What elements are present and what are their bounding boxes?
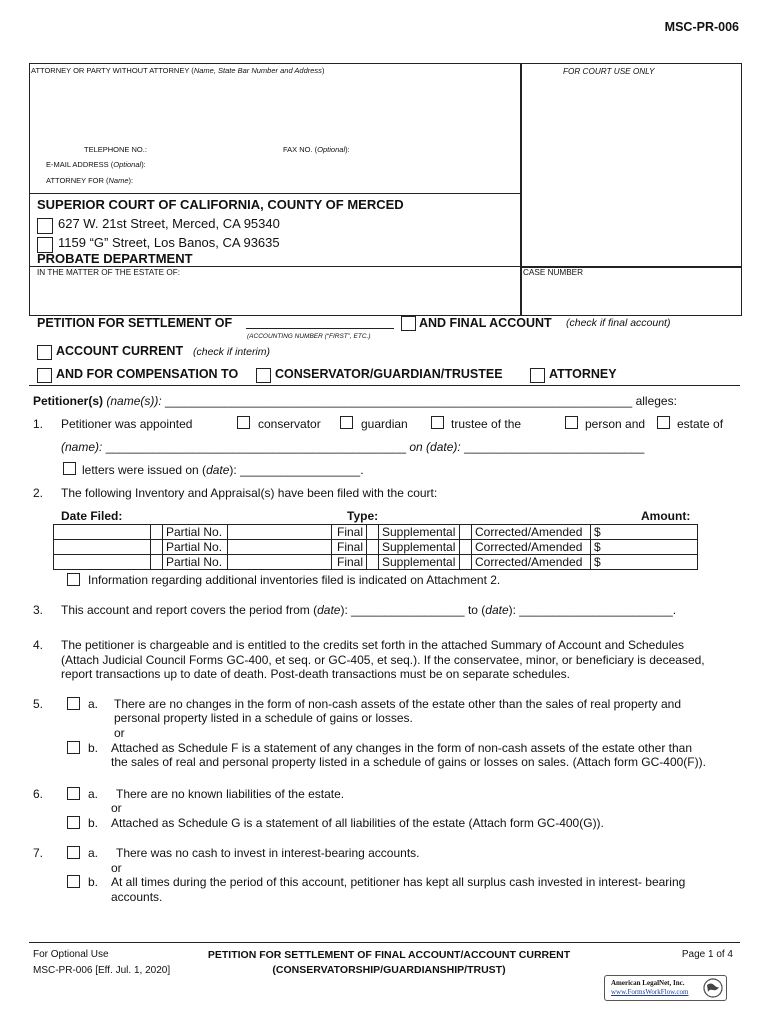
item6a-line1: There are no known liabilities of the estate. bbox=[116, 787, 345, 801]
partial-number-cell[interactable] bbox=[228, 555, 332, 570]
case-number-label: CASE NUMBER bbox=[523, 268, 584, 277]
compensation-checkbox[interactable] bbox=[37, 368, 52, 383]
item5-number: 5. bbox=[33, 697, 44, 711]
conservator-comp-label: CONSERVATOR/GUARDIAN/TRUSTEE bbox=[275, 367, 503, 381]
item3-number: 3. bbox=[33, 603, 44, 617]
date-filed-header: Date Filed: bbox=[61, 509, 123, 523]
item6-or: or bbox=[111, 801, 122, 815]
trustee-checkbox[interactable] bbox=[431, 416, 444, 429]
item5a-checkbox[interactable] bbox=[67, 697, 80, 710]
item1-text: Petitioner was appointed bbox=[61, 417, 193, 431]
item6a-checkbox[interactable] bbox=[67, 787, 80, 800]
globe-icon bbox=[703, 978, 723, 998]
date-filed-cell[interactable] bbox=[54, 540, 151, 555]
footer-title-2: (CONSERVATORSHIP/GUARDIANSHIP/TRUST) bbox=[272, 964, 506, 976]
item6a-label: a. bbox=[88, 787, 99, 801]
inventory-table bbox=[53, 524, 698, 570]
partial-label: Partial No. bbox=[163, 555, 228, 570]
partial-number-cell[interactable] bbox=[228, 540, 332, 555]
item5a-line2: personal property listed in a schedule of gains or losses. bbox=[114, 711, 413, 725]
guardian-label: guardian bbox=[361, 417, 408, 431]
item5a-label: a. bbox=[88, 697, 99, 711]
legalnet-logo bbox=[604, 975, 727, 1001]
conservator-comp-checkbox[interactable] bbox=[256, 368, 271, 383]
item4-line1: The petitioner is chargeable and is entitled to the credits set forth in the attached Summary of Account and Schedules bbox=[61, 638, 685, 652]
item7b-line1: At all times during the period of this account, petitioner has kept all surplus cash invested in interest- bearing bbox=[111, 875, 686, 889]
final-account-checkbox[interactable] bbox=[401, 316, 416, 331]
corrected-checkbox-cell[interactable] bbox=[460, 555, 472, 570]
supplemental-label: Supplemental bbox=[379, 555, 460, 570]
date-filed-cell[interactable] bbox=[54, 525, 151, 540]
form-revision: MSC-PR-006 [Eff. Jul. 1, 2020] bbox=[33, 965, 171, 976]
item7a-label: a. bbox=[88, 846, 99, 860]
partial-label: Partial No. bbox=[163, 525, 228, 540]
supplemental-label: Supplemental bbox=[379, 540, 460, 555]
item7-number: 7. bbox=[33, 846, 44, 860]
person-label: person and bbox=[585, 417, 646, 431]
item7b-checkbox[interactable] bbox=[67, 875, 80, 888]
department: PROBATE DEPARTMENT bbox=[37, 251, 193, 266]
item5b-label: b. bbox=[88, 741, 99, 755]
email-label: E-MAIL ADDRESS (Optional): bbox=[46, 160, 146, 169]
merced-address: 627 W. 21st Street, Merced, CA 95340 bbox=[58, 216, 280, 231]
accounting-number-note: (ACCOUNTING NUMBER (“FIRST”, ETC.) bbox=[247, 333, 371, 340]
compensation-label: AND FOR COMPENSATION TO bbox=[56, 367, 239, 381]
person-checkbox[interactable] bbox=[565, 416, 578, 429]
court-use-label: FOR COURT USE ONLY bbox=[563, 67, 655, 76]
estate-checkbox[interactable] bbox=[657, 416, 670, 429]
amount-header: Amount: bbox=[641, 509, 691, 523]
supplemental-checkbox-cell[interactable] bbox=[367, 540, 379, 555]
item5a-line1: There are no changes in the form of non-cash assets of the estate other than the sales of real property and bbox=[114, 697, 682, 711]
dollar-sign: $ bbox=[594, 555, 601, 569]
date-filed-cell[interactable] bbox=[54, 555, 151, 570]
logo-url[interactable]: www.FormsWorkFlow.com bbox=[611, 988, 689, 996]
item6b-line1: Attached as Schedule G is a statement of all liabilities of the estate (Attach form GC-400(G)). bbox=[111, 816, 604, 830]
item7a-line1: There was no cash to invest in interest-bearing accounts. bbox=[116, 846, 420, 860]
item1-number: 1. bbox=[33, 417, 44, 431]
trustee-label: trustee of the bbox=[451, 417, 522, 431]
item6b-label: b. bbox=[88, 816, 99, 830]
letters-checkbox[interactable] bbox=[63, 462, 76, 475]
footer-divider bbox=[29, 942, 740, 943]
court-name: SUPERIOR COURT OF CALIFORNIA, COUNTY OF MERCED bbox=[37, 197, 404, 212]
corrected-label: Corrected/Amended bbox=[472, 555, 591, 570]
optional-use: For Optional Use bbox=[33, 949, 109, 960]
item7b-line2: accounts. bbox=[111, 890, 163, 904]
type-header: Type: bbox=[347, 509, 379, 523]
title-divider bbox=[29, 385, 740, 386]
partial-label: Partial No. bbox=[163, 540, 228, 555]
attorney-for-label: ATTORNEY FOR (Name): bbox=[46, 176, 134, 185]
accounting-number-line[interactable] bbox=[246, 328, 394, 329]
item5b-checkbox[interactable] bbox=[67, 741, 80, 754]
corrected-checkbox-cell[interactable] bbox=[460, 540, 472, 555]
logo-company: American LegalNet, Inc. bbox=[611, 979, 685, 987]
los-banos-address: 1159 “G” Street, Los Banos, CA 93635 bbox=[58, 235, 280, 250]
merced-address-checkbox[interactable] bbox=[37, 218, 53, 234]
corrected-label: Corrected/Amended bbox=[472, 525, 591, 540]
attorney-comp-label: ATTORNEY bbox=[549, 367, 617, 381]
final-label: Final bbox=[332, 525, 367, 540]
item1-name-line[interactable]: (name): _____________________________________________ on (date): ___________________________ bbox=[61, 440, 645, 454]
final-account-note: (check if final account) bbox=[566, 317, 671, 329]
final-label: Final bbox=[332, 540, 367, 555]
footer-title-1: PETITION FOR SETTLEMENT OF FINAL ACCOUNT/ACCOUNT CURRENT bbox=[207, 949, 571, 961]
item4-number: 4. bbox=[33, 638, 44, 652]
conservator-label: conservator bbox=[258, 417, 321, 431]
attachment2-note: Information regarding additional inventories filed is indicated on Attachment 2. bbox=[88, 573, 501, 587]
attorney-box bbox=[29, 63, 522, 194]
dollar-sign: $ bbox=[594, 540, 601, 554]
final-label: Final bbox=[332, 555, 367, 570]
account-current-note: (check if interim) bbox=[193, 346, 271, 358]
item6-number: 6. bbox=[33, 787, 44, 801]
account-current-checkbox[interactable] bbox=[37, 345, 52, 360]
item4-line3: report transactions up to date of death. Post-death transactions must be on separate schedules. bbox=[61, 667, 570, 681]
supplemental-checkbox-cell[interactable] bbox=[367, 555, 379, 570]
attorney-comp-checkbox[interactable] bbox=[530, 368, 545, 383]
and-final-account: AND FINAL ACCOUNT bbox=[419, 316, 552, 330]
item5-or: or bbox=[114, 726, 125, 740]
item5b-line2: the sales of real and personal property listed in a schedule of gains or losses on sales. (Attach form GC-400(F)). bbox=[111, 755, 706, 769]
attorney-label: ATTORNEY OR PARTY WITHOUT ATTORNEY (Name, State Bar Number and Address) bbox=[31, 66, 325, 75]
page-number: Page 1 of 4 bbox=[681, 949, 733, 960]
amount-cell[interactable] bbox=[591, 540, 698, 555]
inventory-row bbox=[54, 525, 698, 540]
estate-label: estate of bbox=[677, 417, 724, 431]
amount-cell[interactable] bbox=[591, 555, 698, 570]
supplemental-checkbox-cell[interactable] bbox=[367, 525, 379, 540]
matter-label: IN THE MATTER OF THE ESTATE OF: bbox=[37, 268, 180, 277]
corrected-checkbox-cell[interactable] bbox=[460, 525, 472, 540]
attachment2-checkbox[interactable] bbox=[67, 573, 80, 586]
petitioners-line[interactable]: Petitioner(s) (name(s)): ______________________________________________________________________ alleges: bbox=[33, 394, 677, 408]
telephone-label: TELEPHONE NO.: bbox=[84, 145, 147, 154]
item7-or: or bbox=[111, 861, 122, 875]
amount-cell[interactable] bbox=[591, 525, 698, 540]
fax-label: FAX NO. (Optional): bbox=[283, 145, 350, 154]
corrected-label: Corrected/Amended bbox=[472, 540, 591, 555]
item3-text[interactable]: This account and report covers the period from (date): _________________ to (date): _______________________. bbox=[61, 603, 677, 617]
partial-checkbox-cell[interactable] bbox=[151, 540, 163, 555]
guardian-checkbox[interactable] bbox=[340, 416, 353, 429]
partial-checkbox-cell[interactable] bbox=[151, 555, 163, 570]
item5b-line1: Attached as Schedule F is a statement of any changes in the form of non-cash assets of the estate other than bbox=[111, 741, 693, 755]
item6b-checkbox[interactable] bbox=[67, 816, 80, 829]
item2-text: The following Inventory and Appraisal(s) have been filed with the court: bbox=[61, 486, 438, 500]
letters-line[interactable]: letters were issued on (date): __________________. bbox=[82, 463, 364, 477]
account-current: ACCOUNT CURRENT bbox=[56, 344, 184, 358]
dollar-sign: $ bbox=[594, 525, 601, 539]
inventory-row bbox=[54, 540, 698, 555]
item4-line2: (Attach Judicial Council Forms GC-400, et seq. or GC-405, et seq.). If the conservatee, minor, or beneficiary is deceased, bbox=[61, 653, 705, 667]
partial-number-cell[interactable] bbox=[228, 525, 332, 540]
item7a-checkbox[interactable] bbox=[67, 846, 80, 859]
conservator-checkbox[interactable] bbox=[237, 416, 250, 429]
supplemental-label: Supplemental bbox=[379, 525, 460, 540]
court-use-box bbox=[520, 63, 742, 268]
inventory-row bbox=[54, 555, 698, 570]
form-id: MSC-PR-006 bbox=[664, 20, 739, 34]
item7b-label: b. bbox=[88, 875, 99, 889]
partial-checkbox-cell[interactable] bbox=[151, 525, 163, 540]
petition-for-title: PETITION FOR SETTLEMENT OF bbox=[37, 316, 233, 330]
item2-number: 2. bbox=[33, 486, 44, 500]
